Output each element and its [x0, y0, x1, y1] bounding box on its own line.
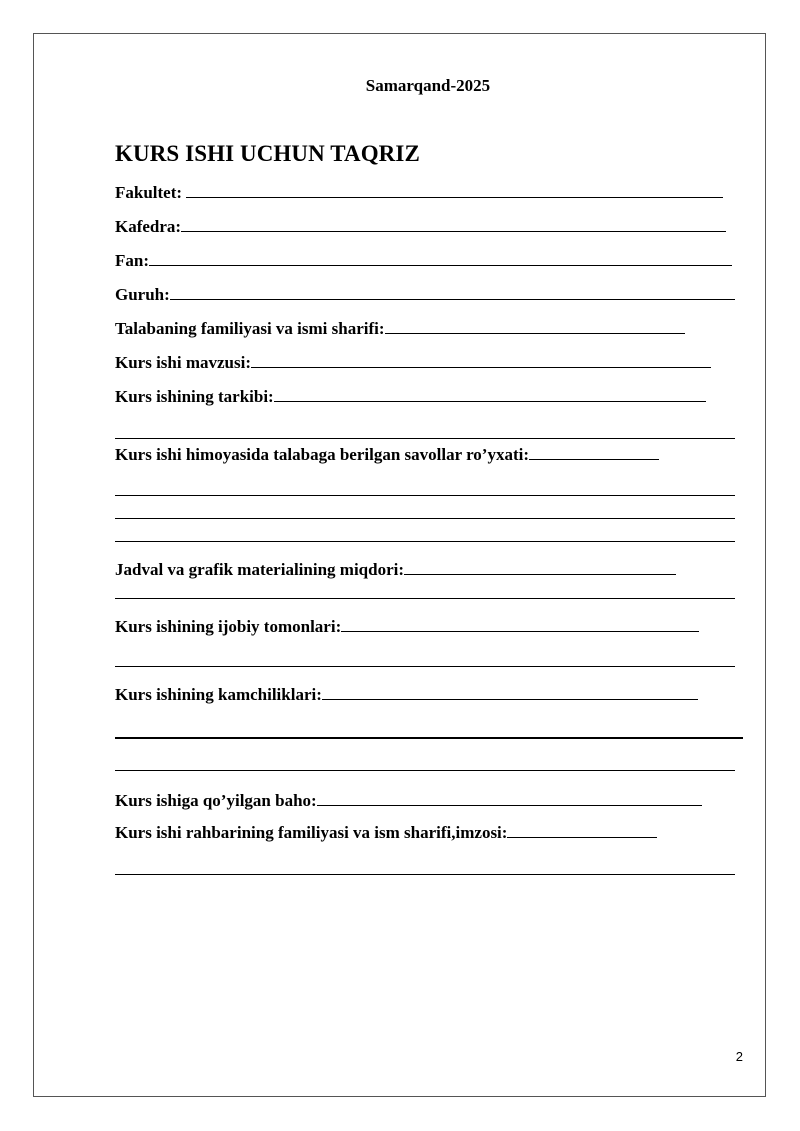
- questions-line-3[interactable]: [115, 541, 735, 542]
- student-name-blank[interactable]: [385, 318, 685, 334]
- fan-label: Fan:: [115, 251, 149, 270]
- tables-extra-line[interactable]: [115, 598, 735, 599]
- shortcomings-line-2[interactable]: [115, 770, 735, 771]
- fan-field: [115, 250, 732, 272]
- guruh-field: [115, 284, 735, 306]
- grade-blank[interactable]: [317, 790, 702, 806]
- kafedra-label: Kafedra:: [115, 217, 182, 236]
- supervisor-label: Kurs ishi rahbarining familiyasi va ism sharifi,imzosi:: [115, 823, 508, 842]
- structure-blank[interactable]: [274, 386, 706, 402]
- supervisor-extra-line[interactable]: [115, 874, 735, 875]
- shortcomings-field: [115, 684, 698, 706]
- fakultet-blank[interactable]: [186, 182, 723, 198]
- questions-line-1[interactable]: [115, 495, 735, 496]
- fakultet-label: Fakultet:: [115, 183, 183, 202]
- grade-field: [115, 790, 702, 812]
- questions-label: Kurs ishi himoyasida talabaga berilgan savollar ro’yxati:: [115, 445, 530, 464]
- topic-field: [115, 352, 711, 374]
- supervisor-blank[interactable]: [507, 822, 657, 838]
- student-name-label: Talabaning familiyasi va ismi sharifi:: [115, 319, 385, 338]
- topic-label: Kurs ishi mavzusi:: [115, 353, 252, 372]
- header-city-year: Samarqand-2025: [365, 76, 491, 95]
- fan-blank[interactable]: [149, 250, 732, 266]
- structure-extra-line[interactable]: [115, 438, 735, 439]
- tables-label: Jadval va grafik materialining miqdori:: [115, 560, 404, 579]
- kafedra-blank[interactable]: [181, 216, 726, 232]
- guruh-blank[interactable]: [170, 284, 735, 300]
- questions-line-2[interactable]: [115, 518, 735, 519]
- shortcomings-line-1[interactable]: [115, 737, 743, 739]
- guruh-label: Guruh:: [115, 285, 170, 304]
- tables-field: [115, 559, 676, 581]
- questions-blank[interactable]: [529, 444, 659, 460]
- grade-label: Kurs ishiga qo’yilgan baho:: [115, 791, 317, 810]
- fakultet-field: [115, 182, 723, 204]
- questions-field: [115, 444, 659, 466]
- positives-field: [115, 616, 699, 638]
- page-number: 2: [735, 1049, 743, 1064]
- document-title: KURS ISHI UCHUN TAQRIZ: [115, 141, 420, 166]
- positives-extra-line[interactable]: [115, 666, 735, 667]
- positives-label: Kurs ishining ijobiy tomonlari:: [115, 617, 342, 636]
- supervisor-field: [115, 822, 657, 844]
- tables-blank[interactable]: [404, 559, 676, 575]
- structure-field: [115, 386, 706, 408]
- student-name-field: [115, 318, 685, 340]
- shortcomings-blank[interactable]: [322, 684, 698, 700]
- positives-blank[interactable]: [341, 616, 699, 632]
- structure-label: Kurs ishining tarkibi:: [115, 387, 274, 406]
- topic-blank[interactable]: [251, 352, 711, 368]
- shortcomings-label: Kurs ishining kamchiliklari:: [115, 685, 322, 704]
- kafedra-field: [115, 216, 726, 238]
